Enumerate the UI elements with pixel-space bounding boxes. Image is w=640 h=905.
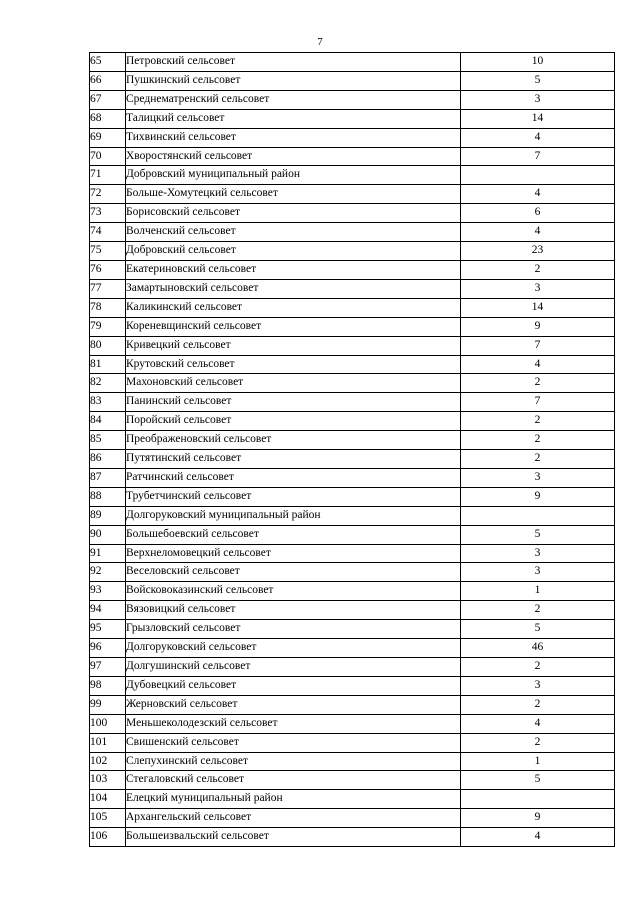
settlement-name-cell: Пушкинский сельсовет (126, 71, 461, 90)
row-number-cell: 86 (90, 450, 126, 469)
table-row (90, 223, 615, 242)
count-cell: 5 (461, 620, 615, 639)
row-number-cell: 100 (90, 714, 126, 733)
count-cell: 7 (461, 336, 615, 355)
table-row (90, 147, 615, 166)
row-number-cell: 89 (90, 506, 126, 525)
row-number-cell: 94 (90, 601, 126, 620)
row-number-cell: 76 (90, 260, 126, 279)
settlement-name-cell: Поройский сельсовет (126, 412, 461, 431)
settlement-name-cell: Грызловский сельсовет (126, 620, 461, 639)
row-number-cell: 92 (90, 563, 126, 582)
table-row (90, 563, 615, 582)
count-cell: 9 (461, 487, 615, 506)
count-cell: 7 (461, 393, 615, 412)
table-row (90, 771, 615, 790)
settlement-name-cell: Добровский муниципальный район (126, 166, 461, 185)
row-number-cell: 75 (90, 242, 126, 261)
row-number-cell: 87 (90, 468, 126, 487)
count-cell: 23 (461, 242, 615, 261)
table-row (90, 431, 615, 450)
settlement-name-cell: Хворостянский сельсовет (126, 147, 461, 166)
row-number-cell: 96 (90, 639, 126, 658)
settlement-name-cell: Свишенский сельсовет (126, 733, 461, 752)
row-number-cell: 72 (90, 185, 126, 204)
row-number-cell: 80 (90, 336, 126, 355)
row-number-cell: 70 (90, 147, 126, 166)
settlement-name-cell: Среднематренский сельсовет (126, 90, 461, 109)
row-number-cell: 105 (90, 809, 126, 828)
row-number-cell: 65 (90, 53, 126, 72)
count-cell: 2 (461, 450, 615, 469)
table-row (90, 733, 615, 752)
row-number-cell: 83 (90, 393, 126, 412)
table-row (90, 620, 615, 639)
count-cell: 46 (461, 639, 615, 658)
table-row (90, 204, 615, 223)
settlement-name-cell: Крутовский сельсовет (126, 355, 461, 374)
count-cell: 3 (461, 544, 615, 563)
table-row (90, 71, 615, 90)
table-row (90, 809, 615, 828)
table-row (90, 790, 615, 809)
row-number-cell: 97 (90, 658, 126, 677)
table-row (90, 374, 615, 393)
settlement-name-cell: Петровский сельсовет (126, 53, 461, 72)
settlement-name-cell: Добровский сельсовет (126, 242, 461, 261)
row-number-cell: 103 (90, 771, 126, 790)
table-row (90, 128, 615, 147)
count-cell: 4 (461, 185, 615, 204)
settlement-name-cell: Елецкий муниципальный район (126, 790, 461, 809)
count-cell: 4 (461, 828, 615, 847)
settlement-name-cell: Стегаловский сельсовет (126, 771, 461, 790)
table-row (90, 752, 615, 771)
table-row (90, 185, 615, 204)
row-number-cell: 106 (90, 828, 126, 847)
settlement-name-cell: Кореневщинский сельсовет (126, 317, 461, 336)
count-cell: 3 (461, 279, 615, 298)
row-number-cell: 79 (90, 317, 126, 336)
count-cell: 2 (461, 658, 615, 677)
settlement-name-cell: Путятинский сельсовет (126, 450, 461, 469)
row-number-cell: 90 (90, 525, 126, 544)
table-row (90, 53, 615, 72)
row-number-cell: 82 (90, 374, 126, 393)
settlement-name-cell: Больше-Хомутецкий сельсовет (126, 185, 461, 204)
settlement-name-cell: Талицкий сельсовет (126, 109, 461, 128)
table-row (90, 450, 615, 469)
table-body (90, 53, 615, 847)
row-number-cell: 102 (90, 752, 126, 771)
settlement-name-cell: Вязовицкий сельсовет (126, 601, 461, 620)
table-row (90, 601, 615, 620)
table-row (90, 260, 615, 279)
settlement-name-cell: Ратчинский сельсовет (126, 468, 461, 487)
table-row (90, 109, 615, 128)
table-row (90, 658, 615, 677)
count-cell: 4 (461, 714, 615, 733)
count-cell: 4 (461, 223, 615, 242)
count-cell (461, 506, 615, 525)
settlement-name-cell: Верхнеломовецкий сельсовет (126, 544, 461, 563)
row-number-cell: 99 (90, 695, 126, 714)
settlement-name-cell: Слепухинский сельсовет (126, 752, 461, 771)
settlement-name-cell: Меньшеколодезский сельсовет (126, 714, 461, 733)
table-row (90, 317, 615, 336)
settlement-name-cell: Большебоевский сельсовет (126, 525, 461, 544)
table-row (90, 393, 615, 412)
count-cell: 2 (461, 695, 615, 714)
settlement-name-cell: Большеизвальский сельсовет (126, 828, 461, 847)
count-cell: 9 (461, 809, 615, 828)
count-cell: 5 (461, 71, 615, 90)
table-row (90, 412, 615, 431)
table-row (90, 166, 615, 185)
row-number-cell: 95 (90, 620, 126, 639)
table-row (90, 525, 615, 544)
table-row (90, 714, 615, 733)
table-row (90, 582, 615, 601)
settlement-name-cell: Замартыновский сельсовет (126, 279, 461, 298)
row-number-cell: 88 (90, 487, 126, 506)
table-row (90, 298, 615, 317)
table-row (90, 336, 615, 355)
row-number-cell: 74 (90, 223, 126, 242)
table-row (90, 487, 615, 506)
count-cell: 14 (461, 109, 615, 128)
count-cell: 2 (461, 374, 615, 393)
row-number-cell: 98 (90, 676, 126, 695)
count-cell (461, 790, 615, 809)
settlement-name-cell: Долгоруковский сельсовет (126, 639, 461, 658)
row-number-cell: 104 (90, 790, 126, 809)
row-number-cell: 101 (90, 733, 126, 752)
settlement-name-cell: Волченский сельсовет (126, 223, 461, 242)
count-cell: 2 (461, 412, 615, 431)
row-number-cell: 93 (90, 582, 126, 601)
count-cell: 2 (461, 431, 615, 450)
count-cell: 3 (461, 468, 615, 487)
count-cell: 9 (461, 317, 615, 336)
settlement-name-cell: Екатериновский сельсовет (126, 260, 461, 279)
count-cell: 2 (461, 733, 615, 752)
count-cell: 3 (461, 563, 615, 582)
table-row (90, 506, 615, 525)
table-row (90, 828, 615, 847)
table-row (90, 676, 615, 695)
settlement-name-cell: Кривецкий сельсовет (126, 336, 461, 355)
table-row (90, 695, 615, 714)
table-row (90, 279, 615, 298)
table-row (90, 355, 615, 374)
settlement-name-cell: Каликинский сельсовет (126, 298, 461, 317)
table-row (90, 90, 615, 109)
settlement-name-cell: Долгоруковский муниципальный район (126, 506, 461, 525)
row-number-cell: 73 (90, 204, 126, 223)
row-number-cell: 77 (90, 279, 126, 298)
count-cell: 5 (461, 771, 615, 790)
count-cell (461, 166, 615, 185)
count-cell: 4 (461, 128, 615, 147)
row-number-cell: 67 (90, 90, 126, 109)
table-row (90, 544, 615, 563)
table-row (90, 639, 615, 658)
count-cell: 14 (461, 298, 615, 317)
count-cell: 2 (461, 260, 615, 279)
settlement-name-cell: Махоновский сельсовет (126, 374, 461, 393)
settlement-name-cell: Войсковоказинский сельсовет (126, 582, 461, 601)
row-number-cell: 91 (90, 544, 126, 563)
settlement-name-cell: Панинский сельсовет (126, 393, 461, 412)
page-number: 7 (317, 36, 323, 48)
count-cell: 3 (461, 676, 615, 695)
settlement-name-cell: Борисовский сельсовет (126, 204, 461, 223)
count-cell: 3 (461, 90, 615, 109)
settlement-name-cell: Жерновский сельсовет (126, 695, 461, 714)
settlements-table (89, 52, 615, 847)
settlement-name-cell: Архангельский сельсовет (126, 809, 461, 828)
row-number-cell: 84 (90, 412, 126, 431)
count-cell: 6 (461, 204, 615, 223)
row-number-cell: 81 (90, 355, 126, 374)
row-number-cell: 66 (90, 71, 126, 90)
table-row (90, 468, 615, 487)
count-cell: 1 (461, 582, 615, 601)
row-number-cell: 78 (90, 298, 126, 317)
settlement-name-cell: Дубовецкий сельсовет (126, 676, 461, 695)
row-number-cell: 68 (90, 109, 126, 128)
settlement-name-cell: Тихвинский сельсовет (126, 128, 461, 147)
count-cell: 1 (461, 752, 615, 771)
count-cell: 10 (461, 53, 615, 72)
row-number-cell: 85 (90, 431, 126, 450)
settlement-name-cell: Веселовский сельсовет (126, 563, 461, 582)
table-row (90, 242, 615, 261)
count-cell: 5 (461, 525, 615, 544)
row-number-cell: 69 (90, 128, 126, 147)
row-number-cell: 71 (90, 166, 126, 185)
count-cell: 2 (461, 601, 615, 620)
settlement-name-cell: Трубетчинский сельсовет (126, 487, 461, 506)
settlement-name-cell: Долгушинский сельсовет (126, 658, 461, 677)
count-cell: 7 (461, 147, 615, 166)
settlement-name-cell: Преображеновский сельсовет (126, 431, 461, 450)
count-cell: 4 (461, 355, 615, 374)
